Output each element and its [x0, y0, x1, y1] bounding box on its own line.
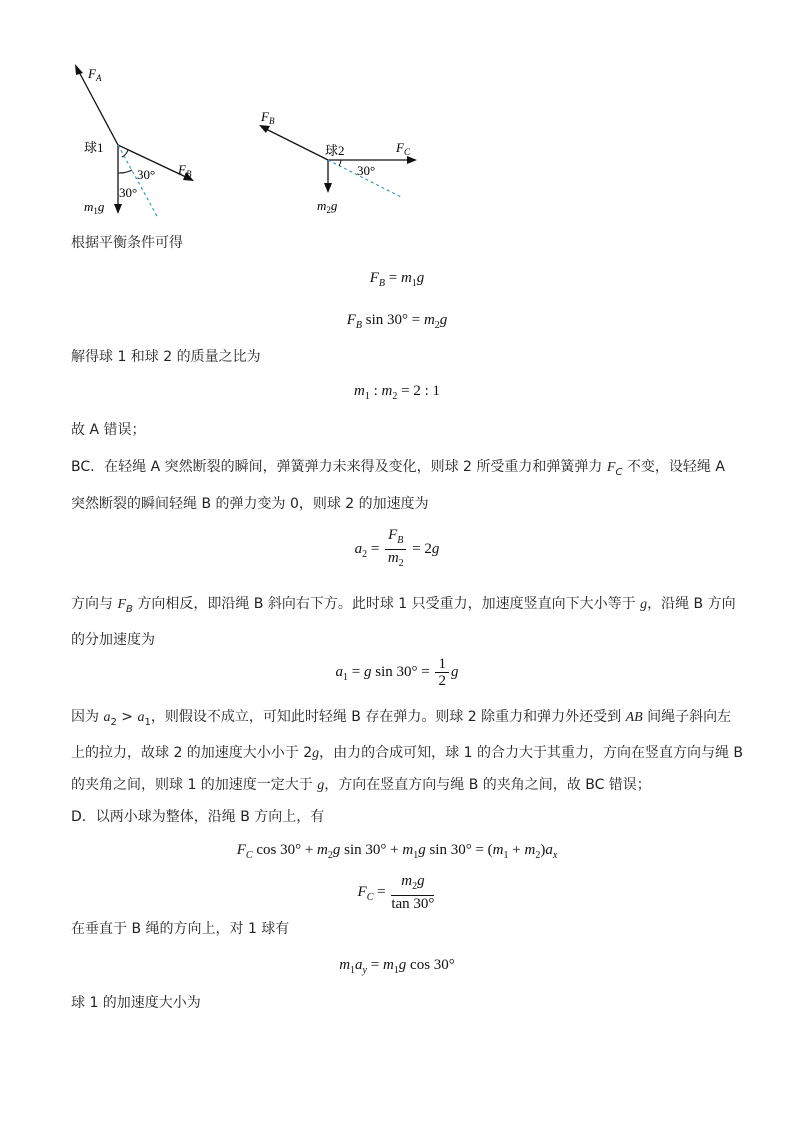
- paragraph-a-wrong: 故 A 错误；: [71, 422, 146, 438]
- force-b-label: $F_B$: [178, 162, 192, 179]
- paragraph-bc-1: BC．在轻绳 A 突然断裂的瞬间，弹簧弹力未来得及变化，则球 2 所受重力和弹簧弹力 $F_C$ 不变，设轻绳 A: [71, 459, 725, 478]
- angle-arc-top: [122, 150, 128, 157]
- equation-4: $a_2$ = $\frac{F_B}{m_2}$ = 2g: [354, 527, 440, 569]
- weight-arrowhead: [114, 204, 122, 214]
- paragraph-bc-7: 的夹角之间，则球 1 的加速度一定大于 g，方向在竖直方向与绳 B 的夹角之间，故 BC 错误；: [71, 777, 651, 793]
- force-b-label: $F_B$: [261, 109, 275, 126]
- equation-5: $a_1 = g$ sin 30° = $\frac{1}{2}$ g: [335, 656, 459, 689]
- paragraph-bc-6: 上的拉力，故球 2 的加速度大小小于 2g，由力的合成可知，球 1 的合力大于其重力，方向在竖直方向与绳 B: [71, 745, 744, 761]
- weight-label: $m_2g$: [317, 198, 338, 215]
- paragraph-mass-ratio: 解得球 1 和球 2 的质量之比为: [71, 349, 261, 365]
- paragraph-bc-2: 突然断裂的瞬间轻绳 B 的弹力变为 0，则球 2 的加速度为: [71, 496, 429, 512]
- equation-8: $m_1a_y = m_1g$ cos 30°: [339, 957, 455, 976]
- ball1-label: 球1: [84, 140, 104, 155]
- force-b-arrow: [264, 128, 328, 160]
- ball2-force-diagram: [255, 105, 425, 220]
- ball1-force-diagram: [70, 60, 210, 225]
- ball2-label: 球2: [325, 143, 345, 158]
- paragraph-equilibrium: 根据平衡条件可得: [71, 235, 183, 251]
- force-a-label: $F_A$: [88, 66, 102, 83]
- paragraph-bc-4: 的分加速度为: [71, 632, 155, 648]
- paragraph-d-1: D．以两小球为整体，沿绳 B 方向上，有: [71, 809, 325, 825]
- weight-arrowhead: [324, 183, 332, 193]
- angle-top-label: 30°: [137, 167, 156, 182]
- angle-label: 30°: [357, 163, 376, 178]
- paragraph-bc-5: 因为 $a_2 > a_1$，则假设不成立，可知此时轻绳 B 存在弹力。则球 2 除重力和弹力外还受到 AB 间绳子斜向左: [71, 709, 732, 728]
- angle-bottom-label: 30°: [119, 185, 138, 200]
- equation-6: $F_C$ $\cos 30^\circ + m_2g$ $\sin 30^\circ + m_1g$ $\sin 30^\circ = (m_1 + m_2)a_x$: [236, 842, 558, 861]
- force-c-label: $F_C$: [396, 140, 410, 157]
- weight-label: $m_1g$: [84, 199, 105, 216]
- equation-3: $m_1$ : $m_2 = 2$ : 1: [354, 383, 440, 402]
- equation-2: $F_B$ $\sin 30^\circ = m_2g$: [346, 312, 448, 331]
- paragraph-bc-3: 方向与 $F_B$ 方向相反，即沿绳 B 斜向右下方。此时球 1 只受重力，加速度竖直向下大小等于 g，沿绳 B 方向: [71, 596, 736, 615]
- paragraph-d-2: 在垂直于 B 绳的方向上，对 1 球有: [71, 921, 290, 937]
- equation-1: $F_B = m_1g$: [369, 270, 425, 289]
- equation-7: $F_C$ = $\frac{m_2g}{\tan 30^\circ}$: [357, 873, 435, 912]
- paragraph-d-3: 球 1 的加速度大小为: [71, 995, 201, 1011]
- force-b-arrowhead: [259, 125, 270, 133]
- angle-arc: [339, 160, 341, 166]
- force-a-arrowhead: [75, 64, 83, 75]
- angle-arc-bottom: [118, 170, 132, 173]
- force-c-arrowhead: [407, 156, 417, 164]
